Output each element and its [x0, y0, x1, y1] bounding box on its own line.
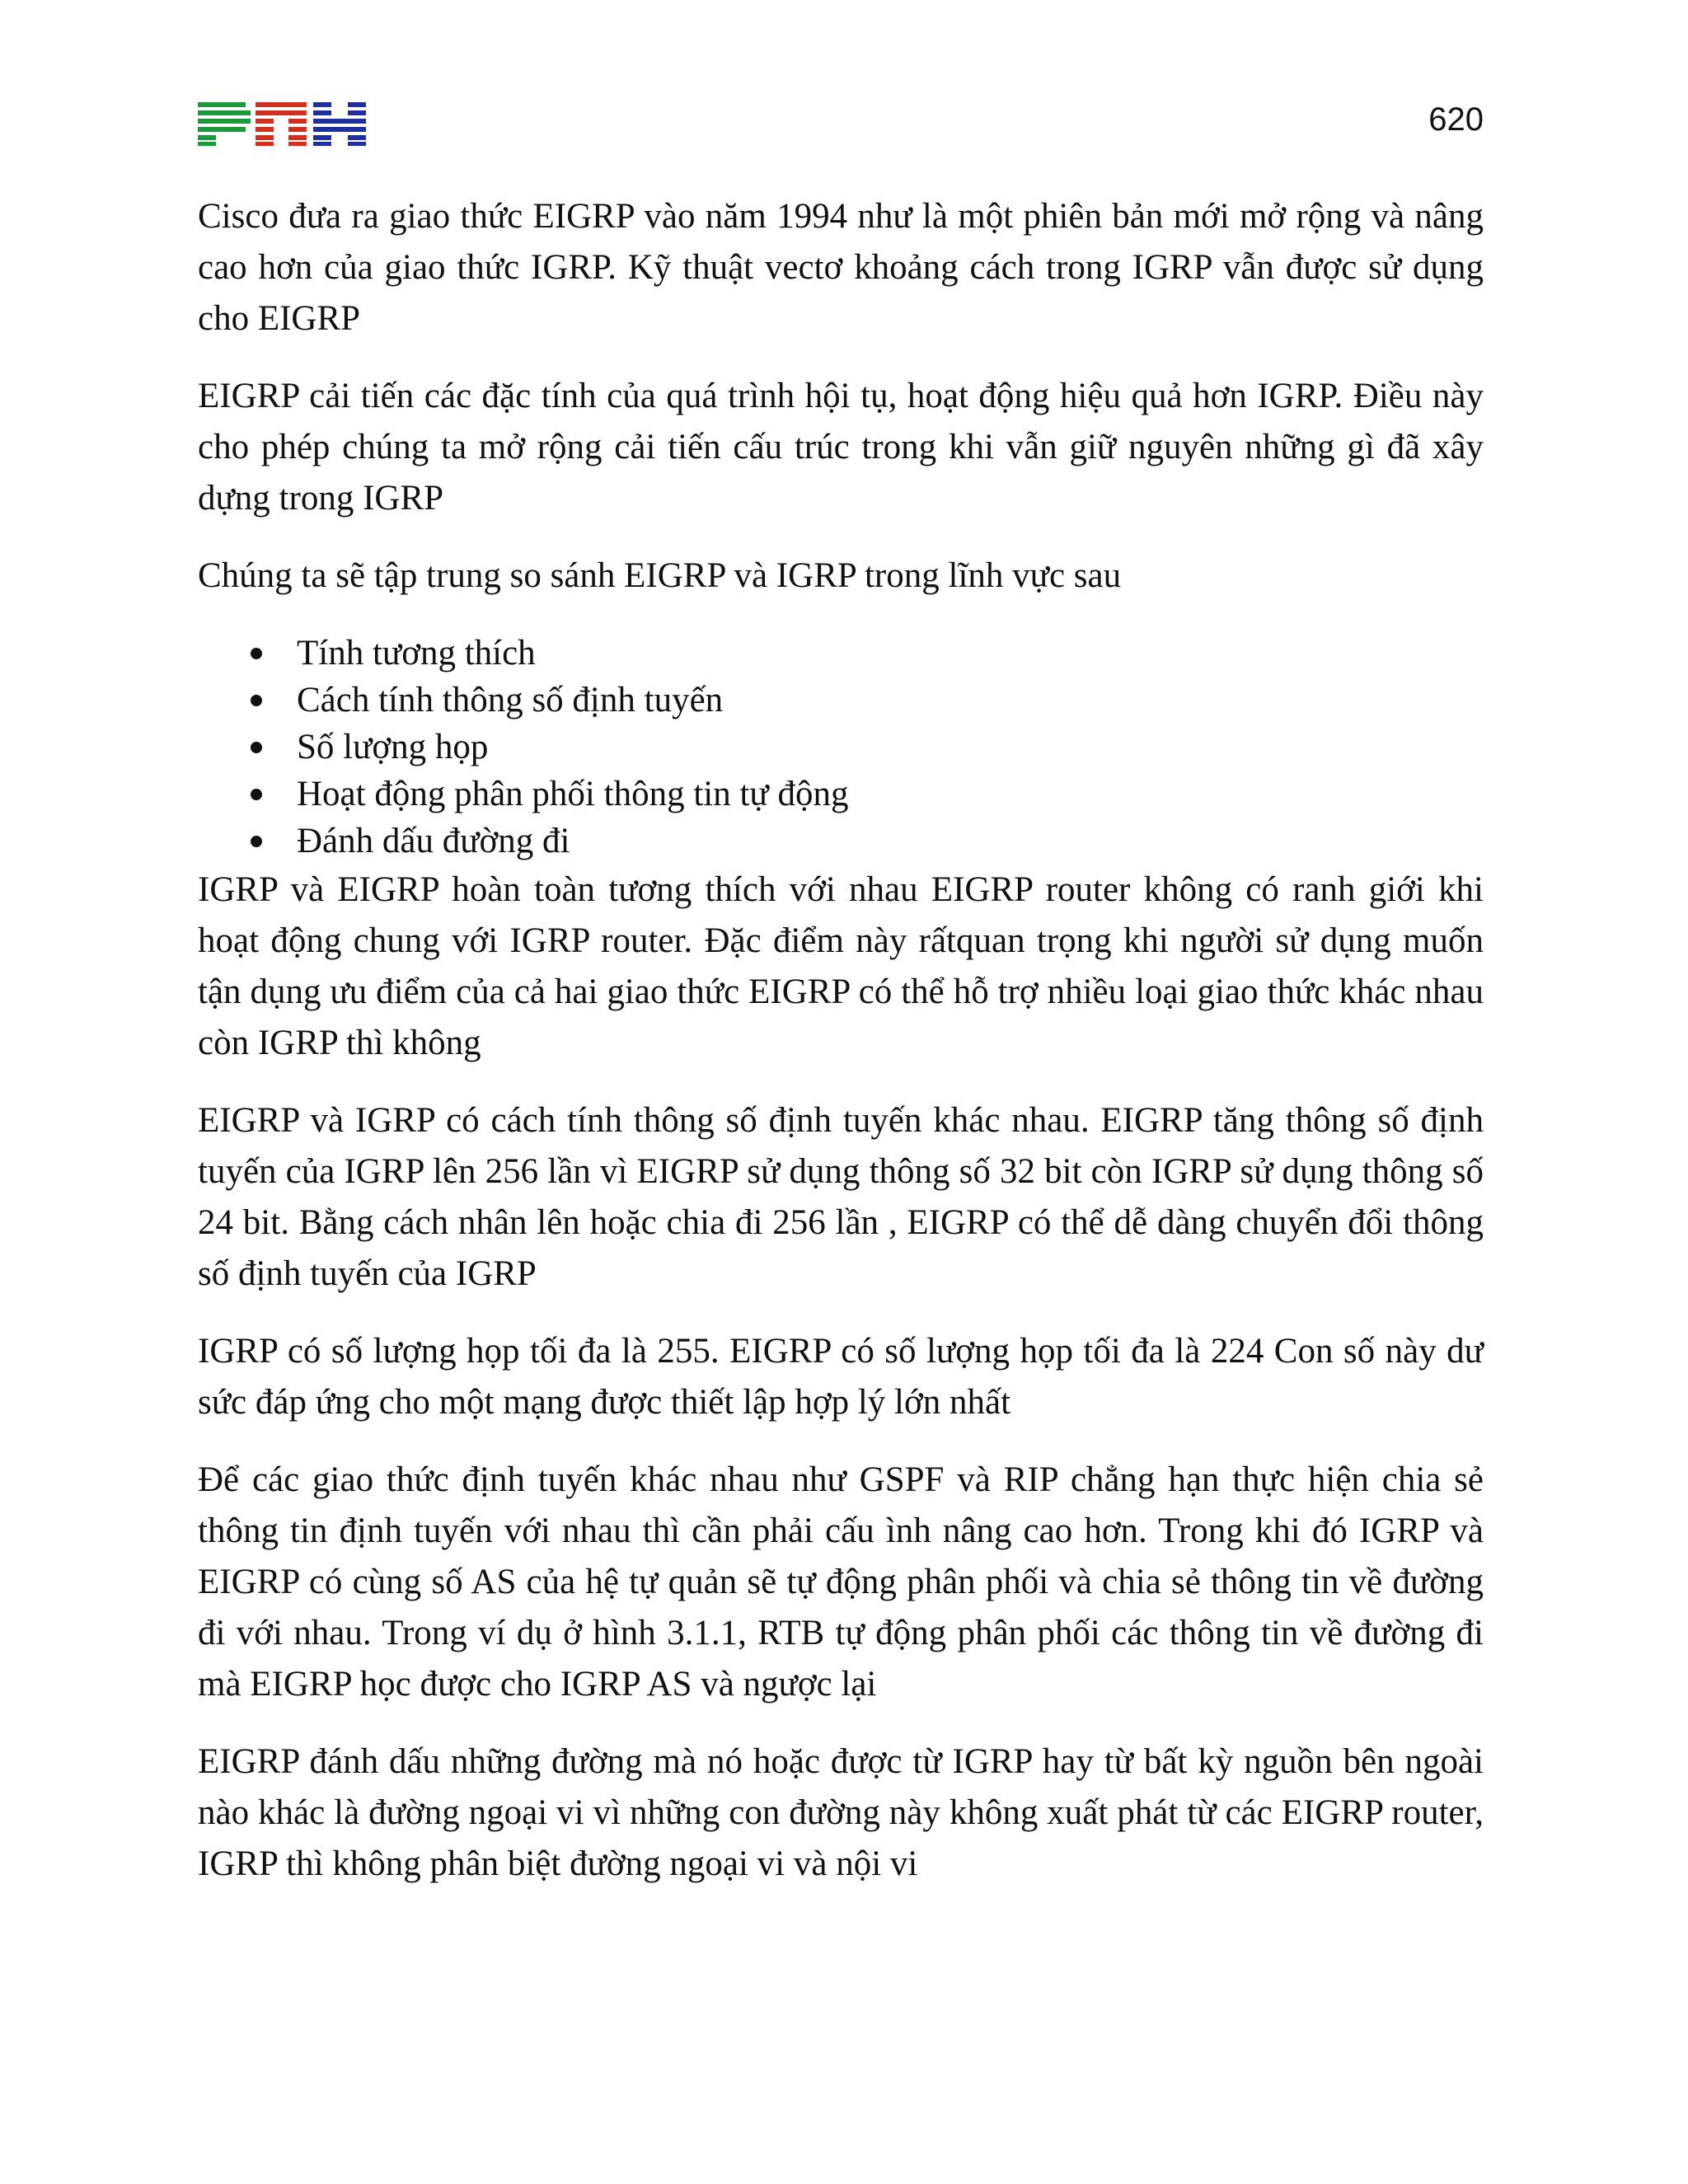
list-item-text: Cách tính thông số định tuyến [297, 681, 724, 719]
paragraph-compatibility: IGRP và EIGRP hoàn toàn tương thích với nhau EIGRP router không có ranh giới khi hoạt động chung với IGRP router. Đặc điểm này rấtquan trọng khi người sử dụng muốn tận dụng ưu điểm của cả hai giao thức EIGRP có thể hỗ trợ nhiều loại giao thức khác nhau còn IGRP thì không [198, 870, 1484, 1062]
comparison-list [198, 630, 1484, 865]
bullet-icon [251, 742, 262, 753]
pnh-logo [198, 101, 366, 147]
page-header [198, 97, 1484, 155]
logo-letter-h [313, 102, 366, 146]
logo-letter-n [256, 102, 307, 146]
paragraph-metric: EIGRP và IGRP có cách tính thông số định tuyến khác nhau. EIGRP tăng thông số định tuyến của IGRP lên 256 lần vì EIGRP sử dụng thông số 32 bit còn IGRP sử dụng thông số 24 bit. Bằng cách nhân lên hoặc chia đi 256 lần , EIGRP có thể dễ dàng chuyển đổi thông số định tuyến của IGRP [198, 1101, 1484, 1293]
list-item-text: Hoạt động phân phối thông tin tự động [297, 775, 849, 813]
list-item-text: Đánh dấu đường đi [297, 822, 570, 860]
paragraph-eigrp-improvements: EIGRP cải tiến các đặc tính của quá trình hội tụ, hoạt động hiệu quả hơn IGRP. Điều này cho phép chúng ta mở rộng cải tiến cấu trúc trong khi vẫn giữ nguyên những gì đã xây dựng trong IGRP [198, 377, 1484, 518]
list-item [198, 771, 1484, 818]
bullet-icon [251, 695, 262, 706]
list-item [198, 724, 1484, 771]
list-item-text: Tính tương thích [297, 634, 536, 673]
paragraph-route-tagging: EIGRP đánh dấu những đường mà nó hoặc được từ IGRP hay từ bất kỳ nguồn bên ngoài nào khác là đường ngoại vi vì những con đường này không xuất phát từ các EIGRP router, IGRP thì không phân biệt đường ngoại vi và nội vi [198, 1742, 1484, 1883]
list-item-text: Số lượng họp [297, 728, 489, 766]
list-item [198, 630, 1484, 677]
page-number: 620 [1428, 101, 1484, 138]
list-item [198, 677, 1484, 724]
paragraph-eigrp-intro: Cisco đưa ra giao thức EIGRP vào năm 1994 như là một phiên bản mới mở rộng và nâng cao hơn của giao thức IGRP. Kỹ thuật vectơ khoảng cách trong IGRP vẫn được sử dụng cho EIGRP [198, 197, 1484, 338]
paragraph-hop-count: IGRP có số lượng họp tối đa là 255. EIGRP có số lượng họp tối đa là 224 Con số này dư sức đáp ứng cho một mạng được thiết lập hợp lý lớn nhất [198, 1332, 1484, 1422]
bullet-icon [251, 789, 262, 800]
paragraph-redistribution: Để các giao thức định tuyến khác nhau như GSPF và RIP chẳng hạn thực hiện chia sẻ thông tin định tuyến với nhau thì cần phải cấu ình nâng cao hơn. Trong khi đó IGRP và EIGRP có cùng số AS của hệ tự quản sẽ tự động phân phối và chia sẻ thông tin về đường đi với nhau. Trong ví dụ ở hình 3.1.1, RTB tự động phân phối các thông tin về đường đi mà EIGRP học được cho IGRP AS và ngược lại [198, 1460, 1484, 1704]
list-item [198, 818, 1484, 865]
list-intro: Chúng ta sẽ tập trung so sánh EIGRP và IGRP trong lĩnh vực sau [198, 556, 1122, 595]
page-content [198, 191, 1484, 1916]
bullet-icon [251, 648, 262, 659]
bullet-icon [251, 836, 262, 847]
logo-letter-p [198, 102, 251, 146]
